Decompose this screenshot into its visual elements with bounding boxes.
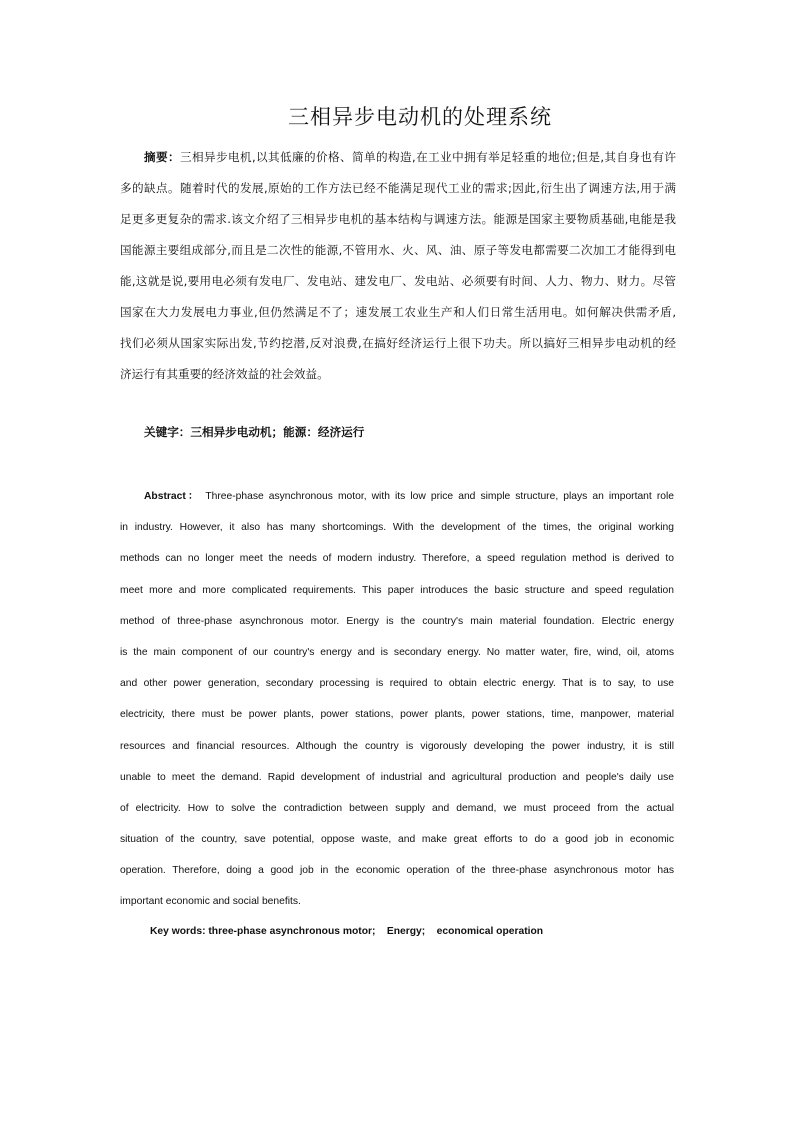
english-abstract-line: important economic and social benefits. [120, 896, 301, 908]
chinese-abstract [120, 142, 676, 390]
english-abstract-line: and other power generation, secondary processing is required to obtain electric energy. That is to say, to use [120, 678, 674, 690]
english-abstract-line: methods can no longer meet the needs of modern industry. Therefore, a speed regulation method is derived to [120, 553, 674, 565]
english-abstract-line: Abstract： Three-phase asynchronous motor, with its low price and simple structure, plays an important role [144, 491, 674, 502]
chinese-abstract-label: 摘要： [144, 150, 180, 164]
chinese-abstract-line: 能,这就是说,要用电必须有发电厂、发电站、建发电厂、发电站、必须要有时间、人力、物力、财力。尽管 [120, 274, 676, 288]
english-abstract-line: situation of the country, save potential, oppose waste, and make great efforts to do a good job in economic [120, 834, 674, 846]
english-abstract-line: in industry. However, it also has many shortcomings. With the development of the times, the original working [120, 522, 674, 534]
english-abstract-line: unable to meet the demand. Rapid development of industrial and agricultural production and people's daily use [120, 771, 674, 783]
chinese-abstract-line: 足更多更复杂的需求.该文介绍了三相异步电机的基本结构与调速方法。能源是国家主要物质基础,电能是我 [120, 212, 676, 226]
chinese-abstract-line: 找们必须从国家实际出发,节约挖潜,反对浪费,在搞好经济运行上很下功夫。所以搞好三相异步电动机的经 [120, 336, 676, 350]
chinese-abstract-line: 国家在大力发展电力事业,但仍然满足不了；速发展工农业生产和人们日常生活用电。如何解决供需矛盾, [120, 305, 676, 319]
english-abstract-line: operation. Therefore, doing a good job in the economic operation of the three-phase asynchronous motor has [120, 865, 674, 877]
english-abstract-line: meet more and more complicated requirements. This paper introduces the basic structure and speed regulation [120, 584, 674, 596]
english-abstract-line: method of three-phase asynchronous motor. Energy is the country's main material foundation. Electric energy [120, 615, 674, 627]
english-abstract-line: resources and financial resources. Although the country is vigorously developing the power industry, it is still [120, 740, 674, 752]
document-title: 三相异步电动机的处理系统 [288, 105, 552, 129]
chinese-abstract-line: 多的缺点。随着时代的发展,原始的工作方法已经不能满足现代工业的需求;因此,衍生出了调速方法,用于满 [120, 181, 676, 195]
chinese-abstract-line: 济运行有其重要的经济效益的社会效益。 [120, 367, 329, 381]
english-abstract [120, 481, 674, 918]
english-abstract-line: electricity, there must be power plants, power stations, power plants, power stations, time, manpower, material [120, 709, 674, 721]
english-abstract-label: Abstract： [144, 491, 201, 502]
english-abstract-line: is the main component of our country's energy and is secondary energy. No matter water, fire, wind, oil, atoms [120, 646, 674, 658]
chinese-abstract-line: 摘要：三相异步电机,以其低廉的价格、简单的构造,在工业中拥有举足轻重的地位;但是,其自身也有许 [144, 150, 676, 164]
english-keywords: Key words: three-phase asynchronous motor; Energy; economical operation [150, 926, 544, 937]
english-abstract-line: of electricity. How to solve the contradiction between supply and demand, we must proceed from the actual [120, 802, 674, 814]
chinese-abstract-line: 国能源主要组成部分,而且是二次性的能源,不管用水、火、风、油、原子等发电都需要二次加工才能得到电 [120, 243, 676, 257]
chinese-keywords: 关键字：三相异步电动机；能源：经济运行 [144, 425, 365, 439]
